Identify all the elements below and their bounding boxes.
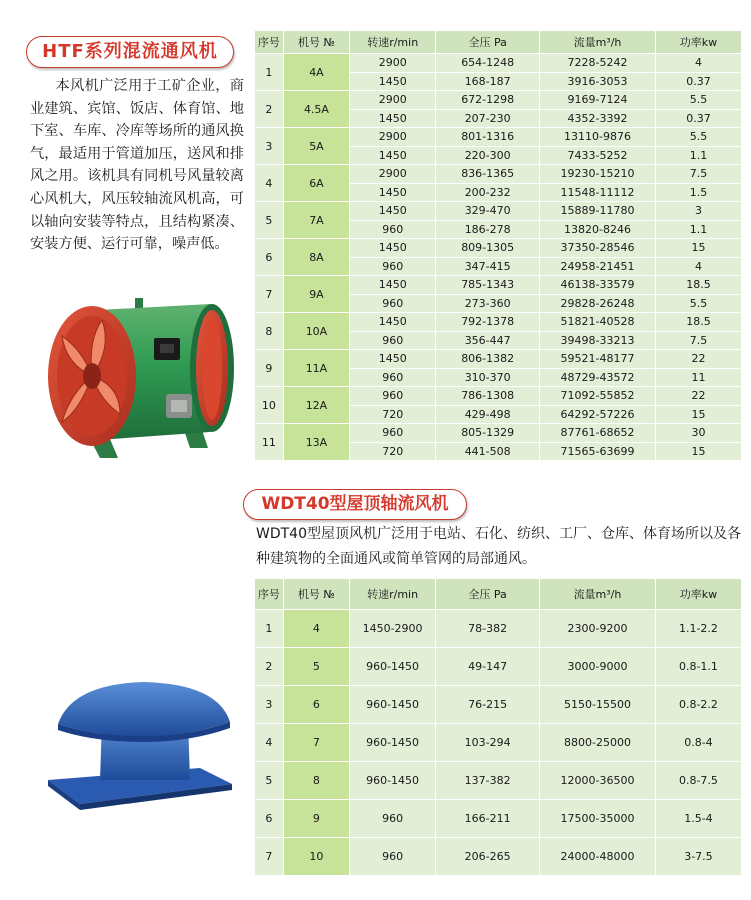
cell-model: 5 (283, 648, 349, 686)
cell-power: 18.5 (655, 313, 741, 332)
cell-speed: 1450 (350, 109, 436, 128)
cell-model: 7A (283, 202, 349, 239)
cell-model: 8A (283, 239, 349, 276)
cell-flow: 87761-68652 (540, 424, 656, 443)
cell-no: 5 (255, 762, 284, 800)
table-row (255, 91, 742, 110)
cell-power: 4 (655, 54, 741, 73)
cell-pressure: 78-382 (436, 610, 540, 648)
roof-fan-image (40, 680, 240, 820)
cell-pressure: 806-1382 (436, 350, 540, 369)
cell-power: 5.5 (655, 91, 741, 110)
htf-spec-table (254, 30, 742, 461)
cell-pressure: 809-1305 (436, 239, 540, 258)
cell-no: 6 (255, 239, 284, 276)
header-pressure: 全压 Pa (436, 31, 540, 54)
cell-speed: 1450 (350, 313, 436, 332)
cell-no: 3 (255, 128, 284, 165)
cell-pressure: 310-370 (436, 368, 540, 387)
cell-pressure: 207-230 (436, 109, 540, 128)
cell-pressure: 654-1248 (436, 54, 540, 73)
cell-pressure: 200-232 (436, 183, 540, 202)
header-pressure: 全压 Pa (436, 579, 540, 610)
table-row (255, 762, 742, 800)
header-power: 功率kw (655, 579, 741, 610)
cell-power: 15 (655, 405, 741, 424)
cell-pressure: 137-382 (436, 762, 540, 800)
cell-speed: 960 (350, 331, 436, 350)
cell-flow: 3916-3053 (540, 72, 656, 91)
table-row (255, 424, 742, 443)
cell-no: 4 (255, 724, 284, 762)
cell-power: 1.5-4 (655, 800, 741, 838)
cell-power: 5.5 (655, 294, 741, 313)
cell-power: 0.37 (655, 72, 741, 91)
cell-no: 9 (255, 350, 284, 387)
table-header-row (255, 31, 742, 54)
wdt-section-title: WDT40型屋顶轴流风机 (243, 489, 467, 520)
cell-flow: 7228-5242 (540, 54, 656, 73)
cell-model: 10 (283, 838, 349, 876)
table-row (255, 239, 742, 258)
header-no: 序号 (255, 31, 284, 54)
cell-speed: 1450-2900 (349, 610, 435, 648)
cell-flow: 13110-9876 (540, 128, 656, 147)
cell-model: 9 (283, 800, 349, 838)
cell-speed: 960-1450 (349, 648, 435, 686)
cell-no: 8 (255, 313, 284, 350)
cell-flow: 71565-63699 (540, 442, 656, 461)
cell-speed: 960 (350, 387, 436, 406)
cell-power: 1.1 (655, 146, 741, 165)
cell-pressure: 801-1316 (436, 128, 540, 147)
cell-speed: 960-1450 (349, 762, 435, 800)
cell-model: 9A (283, 276, 349, 313)
cell-flow: 59521-48177 (540, 350, 656, 369)
cell-pressure: 792-1378 (436, 313, 540, 332)
table-row (255, 128, 742, 147)
cell-power: 3-7.5 (655, 838, 741, 876)
cell-flow: 71092-55852 (540, 387, 656, 406)
wdt-spec-table (254, 578, 742, 876)
cell-pressure: 429-498 (436, 405, 540, 424)
cell-no: 1 (255, 610, 284, 648)
cell-no: 7 (255, 838, 284, 876)
cell-speed: 960-1450 (349, 724, 435, 762)
cell-pressure: 329-470 (436, 202, 540, 221)
cell-no: 5 (255, 202, 284, 239)
cell-flow: 3000-9000 (540, 648, 656, 686)
cell-flow: 12000-36500 (540, 762, 656, 800)
cell-pressure: 805-1329 (436, 424, 540, 443)
cell-flow: 13820-8246 (540, 220, 656, 239)
cell-speed: 720 (350, 405, 436, 424)
htf-description: 本风机广泛用于工矿企业，商业建筑、宾馆、饭店、体育馆、地下室、车库、冷库等场所的通风换气，最适用于管道加压，送风和排风之用。该机具有同机号风量较离心风机大，风压较轴流风机高，可以轴向安装等特点，且结构紧凑、安装方便、运行可靠，噪声低。 (30, 78, 244, 253)
header-no: 序号 (255, 579, 284, 610)
cell-speed: 1450 (350, 202, 436, 221)
table-row (255, 724, 742, 762)
cell-flow: 24958-21451 (540, 257, 656, 276)
cell-speed: 1450 (350, 239, 436, 258)
cell-no: 3 (255, 686, 284, 724)
cell-flow: 8800-25000 (540, 724, 656, 762)
mixed-flow-fan-image (40, 290, 250, 475)
cell-no: 6 (255, 800, 284, 838)
cell-power: 1.1 (655, 220, 741, 239)
cell-speed: 1450 (350, 72, 436, 91)
cell-power: 0.8-1.1 (655, 648, 741, 686)
cell-power: 7.5 (655, 331, 741, 350)
table-row (255, 165, 742, 184)
cell-model: 5A (283, 128, 349, 165)
cell-power: 15 (655, 442, 741, 461)
cell-power: 5.5 (655, 128, 741, 147)
cell-flow: 64292-57226 (540, 405, 656, 424)
cell-speed: 1450 (350, 276, 436, 295)
header-power: 功率kw (655, 31, 741, 54)
table-row (255, 800, 742, 838)
table-row (255, 350, 742, 369)
cell-flow: 11548-11112 (540, 183, 656, 202)
cell-power: 30 (655, 424, 741, 443)
cell-speed: 960 (350, 424, 436, 443)
cell-model: 4 (283, 610, 349, 648)
cell-flow: 4352-3392 (540, 109, 656, 128)
cell-flow: 9169-7124 (540, 91, 656, 110)
table-header-row (255, 579, 742, 610)
cell-power: 3 (655, 202, 741, 221)
cell-pressure: 786-1308 (436, 387, 540, 406)
cell-no: 10 (255, 387, 284, 424)
cell-pressure: 785-1343 (436, 276, 540, 295)
cell-no: 7 (255, 276, 284, 313)
cell-speed: 2900 (350, 128, 436, 147)
cell-flow: 51821-40528 (540, 313, 656, 332)
cell-speed: 1450 (350, 350, 436, 369)
cell-no: 2 (255, 648, 284, 686)
cell-model: 4A (283, 54, 349, 91)
header-flow: 流量m³/h (540, 31, 656, 54)
cell-speed: 1450 (350, 146, 436, 165)
cell-pressure: 186-278 (436, 220, 540, 239)
cell-power: 4 (655, 257, 741, 276)
cell-speed: 960 (349, 800, 435, 838)
table-row (255, 313, 742, 332)
table-row (255, 686, 742, 724)
cell-model: 4.5A (283, 91, 349, 128)
cell-speed: 2900 (350, 54, 436, 73)
cell-speed: 2900 (350, 165, 436, 184)
cell-pressure: 672-1298 (436, 91, 540, 110)
cell-speed: 2900 (350, 91, 436, 110)
table-row (255, 54, 742, 73)
cell-pressure: 49-147 (436, 648, 540, 686)
cell-speed: 960 (350, 220, 436, 239)
cell-pressure: 347-415 (436, 257, 540, 276)
table-row (255, 202, 742, 221)
cell-model: 13A (283, 424, 349, 461)
cell-power: 0.8-2.2 (655, 686, 741, 724)
cell-model: 7 (283, 724, 349, 762)
cell-no: 11 (255, 424, 284, 461)
cell-power: 11 (655, 368, 741, 387)
cell-no: 4 (255, 165, 284, 202)
cell-power: 22 (655, 350, 741, 369)
cell-power: 0.37 (655, 109, 741, 128)
cell-model: 12A (283, 387, 349, 424)
cell-pressure: 206-265 (436, 838, 540, 876)
cell-flow: 37350-28546 (540, 239, 656, 258)
cell-pressure: 76-215 (436, 686, 540, 724)
cell-pressure: 356-447 (436, 331, 540, 350)
cell-power: 1.1-2.2 (655, 610, 741, 648)
cell-flow: 46138-33579 (540, 276, 656, 295)
table-row (255, 610, 742, 648)
header-speed: 转速r/min (350, 31, 436, 54)
table-row (255, 838, 742, 876)
cell-power: 7.5 (655, 165, 741, 184)
header-flow: 流量m³/h (540, 579, 656, 610)
cell-flow: 39498-33213 (540, 331, 656, 350)
cell-flow: 2300-9200 (540, 610, 656, 648)
header-model: 机号 № (283, 31, 349, 54)
cell-flow: 5150-15500 (540, 686, 656, 724)
cell-pressure: 168-187 (436, 72, 540, 91)
cell-power: 18.5 (655, 276, 741, 295)
cell-pressure: 220-300 (436, 146, 540, 165)
header-model: 机号 № (283, 579, 349, 610)
cell-speed: 960 (350, 294, 436, 313)
cell-speed: 960 (349, 838, 435, 876)
cell-no: 1 (255, 54, 284, 91)
cell-flow: 17500-35000 (540, 800, 656, 838)
cell-flow: 15889-11780 (540, 202, 656, 221)
table-row (255, 387, 742, 406)
cell-flow: 7433-5252 (540, 146, 656, 165)
header-speed: 转速r/min (349, 579, 435, 610)
cell-model: 6A (283, 165, 349, 202)
cell-pressure: 273-360 (436, 294, 540, 313)
table-row (255, 276, 742, 295)
cell-model: 11A (283, 350, 349, 387)
cell-power: 22 (655, 387, 741, 406)
cell-flow: 29828-26248 (540, 294, 656, 313)
htf-section-title: HTF系列混流通风机 (26, 36, 234, 68)
cell-speed: 960-1450 (349, 686, 435, 724)
table-row (255, 648, 742, 686)
cell-pressure: 103-294 (436, 724, 540, 762)
cell-no: 2 (255, 91, 284, 128)
cell-flow: 48729-43572 (540, 368, 656, 387)
cell-pressure: 166-211 (436, 800, 540, 838)
cell-flow: 24000-48000 (540, 838, 656, 876)
cell-power: 1.5 (655, 183, 741, 202)
wdt-description: WDT40型屋顶风机广泛用于电站、石化、纺织、工厂、仓库、体育场所以及各种建筑物的全面通风或简单管网的局部通风。 (256, 526, 741, 567)
cell-model: 6 (283, 686, 349, 724)
cell-speed: 1450 (350, 183, 436, 202)
cell-speed: 960 (350, 257, 436, 276)
cell-speed: 960 (350, 368, 436, 387)
cell-flow: 19230-15210 (540, 165, 656, 184)
cell-model: 8 (283, 762, 349, 800)
cell-model: 10A (283, 313, 349, 350)
cell-pressure: 836-1365 (436, 165, 540, 184)
cell-power: 15 (655, 239, 741, 258)
cell-power: 0.8-4 (655, 724, 741, 762)
cell-speed: 720 (350, 442, 436, 461)
cell-power: 0.8-7.5 (655, 762, 741, 800)
cell-pressure: 441-508 (436, 442, 540, 461)
